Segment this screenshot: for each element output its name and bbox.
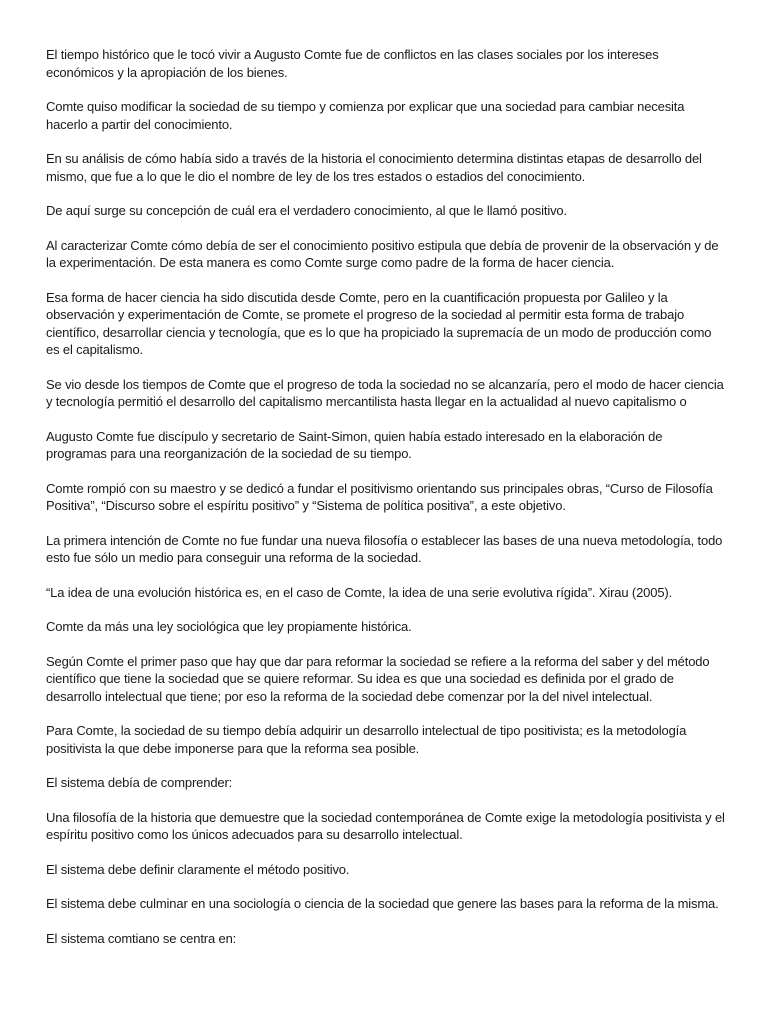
paragraph-19: El sistema comtiano se centra en:	[46, 930, 237, 946]
paragraph-8: Augusto Comte fue discípulo y secretario de Saint-Simon, quien había estado interesado en la elaboración de programas para una reorganización de la sociedad de su tiempo.	[46, 428, 663, 461]
document-page	[46, 46, 726, 964]
paragraph-2: Comte quiso modificar la sociedad de su tiempo y comienza por explicar que una sociedad para cambiar necesita hacerlo a partir del conocimiento.	[46, 99, 685, 132]
paragraph-14: Para Comte, la sociedad de su tiempo debía adquirir un desarrollo intelectual de tipo positivista; es la metodología positivista la que debe imponerse para que la reforma sea posible.	[46, 723, 687, 756]
paragraph-3: En su análisis de cómo había sido a través de la historia el conocimiento determina distintas etapas de desarrollo del mismo, que fue a lo que le dio el nombre de ley de los tres estados o estadios del conocimiento.	[46, 151, 702, 184]
paragraph-18: El sistema debe culminar en una sociología o ciencia de la sociedad que genere las bases para la reforma de la misma.	[46, 896, 719, 911]
paragraph-16: Una filosofía de la historia que demuestre que la sociedad contemporánea de Comte exige la metodología positivista y el espíritu positivo como los únicos adecuados para su desarrollo intelectual.	[46, 809, 725, 842]
paragraph-4: De aquí surge su concepción de cuál era el verdadero conocimiento, al que le llamó positivo.	[46, 203, 567, 218]
paragraph-7: Se vio desde los tiempos de Comte que el progreso de toda la sociedad no se alcanzaría, pero el modo de hacer ciencia y tecnología permitió el desarrollo del capitalismo mercantilista hasta llegar en la actualidad al nuevo capitalismo o	[46, 376, 724, 409]
paragraph-9: Comte rompió con su maestro y se dedicó a fundar el positivismo orientando sus principales obras, “Curso de Filosofía Positiva”, “Discurso sobre el espíritu positivo” y “Sistema de política positiva”, a este objetivo.	[46, 480, 713, 513]
paragraph-5: Al caracterizar Comte cómo debía de ser el conocimiento positivo estipula que debía de provenir de la observación y de la experimentación. De esta manera es como Comte surge como padre de la forma de hacer ciencia.	[46, 237, 719, 270]
paragraph-12: Comte da más una ley sociológica que ley propiamente histórica.	[46, 619, 412, 634]
paragraph-6: Esa forma de hacer ciencia ha sido discutida desde Comte, pero en la cuantificación propuesta por Galileo y la observación y experimentación de Comte, se promete el progreso de la sociedad al permitir esta forma de trabajo científico, desarrollar ciencia y tecnología, que es lo que ha propiciado la supremacía de un modo de producción como es el capitalismo.	[46, 289, 712, 357]
paragraph-10: La primera intención de Comte no fue fundar una nueva filosofía o establecer las bases de una nueva metodología, todo esto fue sólo un medio para conseguir una reforma de la sociedad.	[46, 532, 723, 565]
paragraph-15: El sistema debía de comprender:	[46, 775, 233, 790]
paragraph-11: “La idea de una evolución histórica es, en el caso de Comte, la idea de una serie evolutiva rígida”. Xirau (2005).	[46, 584, 673, 600]
paragraph-17: El sistema debe definir claramente el método positivo.	[46, 861, 350, 877]
paragraph-1: El tiempo histórico que le tocó vivir a Augusto Comte fue de conflictos en las clases sociales por los intereses económicos y la apropiación de los bienes.	[46, 47, 659, 80]
paragraph-13: Según Comte el primer paso que hay que dar para reformar la sociedad se refiere a la reforma del saber y del método científico que tiene la sociedad que se quiere reformar. Su idea es que una sociedad es definida por el grado de desarrollo intelectual que tiene; por eso la reforma de la sociedad debe comenzar por la del nivel intelectual.	[46, 653, 710, 704]
